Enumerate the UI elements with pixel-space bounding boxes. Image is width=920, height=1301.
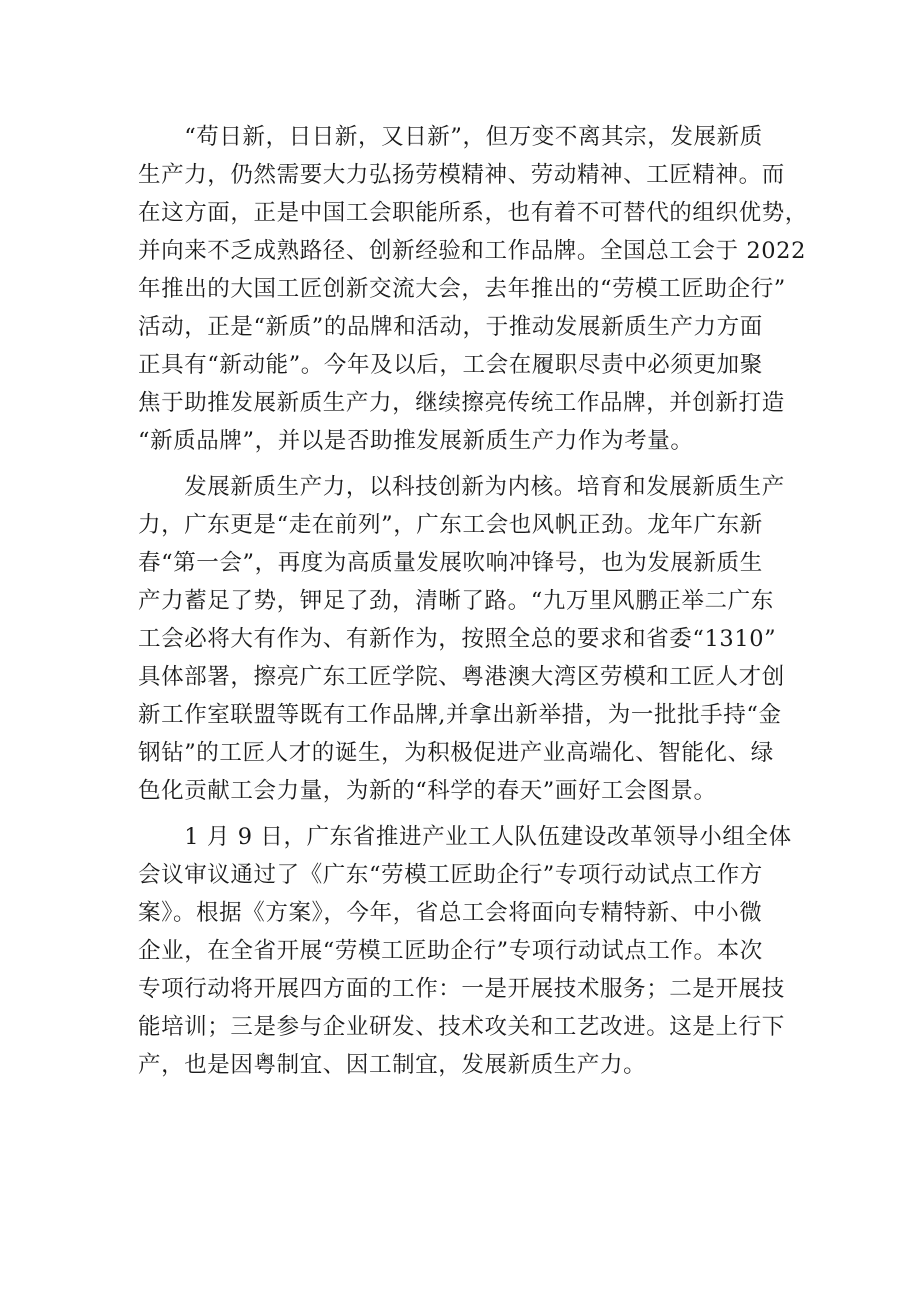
- text-line: “新质品牌”，并以是否助推发展新质生产力作为考量。: [138, 428, 694, 454]
- text-line: 在这方面，正是中国工会职能所系，也有着不可替代的组织优势，: [138, 200, 808, 226]
- text-line: 并向来不乏成熟路径、创新经验和工作品牌。全国总工会于 2022: [138, 238, 807, 264]
- text-line: 1 月 9 日，广东省推进产业工人队伍建设改革领导小组全体: [138, 824, 792, 850]
- text-line: 正具有“新动能”。今年及以后，工会在履职尽责中必须更加聚: [138, 352, 763, 378]
- paragraph-spacer: [138, 810, 802, 818]
- text-line: 会议审议通过了《广东“劳模工匠助企行”专项行动试点工作方: [138, 862, 763, 888]
- text-line: 新工作室联盟等既有工作品牌,并拿出新举措，为一批批手持“金: [138, 702, 782, 728]
- text-line: 生产力，仍然需要大力弘扬劳模精神、劳动精神、工匠精神。而: [138, 162, 785, 188]
- paragraph-1: [138, 118, 808, 460]
- paragraph-spacer: [138, 460, 802, 468]
- text-line: “苟日新，日日新，又日新”，但万变不离其宗，发展新质: [138, 124, 763, 150]
- text-line: 力，广东更是“走在前列”，广东工会也风帆正劲。龙年广东新: [138, 512, 763, 538]
- text-line: 工会必将大有作为、有新作为，按照全总的要求和省委“1310”: [138, 626, 777, 652]
- paragraph-2: [138, 468, 802, 810]
- text-line: 专项行动将开展四方面的工作：一是开展技术服务；二是开展技: [138, 976, 785, 1002]
- text-line: 活动，正是“新质”的品牌和活动，于推动发展新质生产力方面: [138, 314, 763, 340]
- text-line: 年推出的大国工匠创新交流大会，去年推出的“劳模工匠助企行”: [138, 276, 786, 302]
- text-line: 春“第一会”，再度为高质量发展吹响冲锋号，也为发展新质生: [138, 550, 763, 576]
- text-line: 具体部署，擦亮广东工匠学院、粤港澳大湾区劳模和工匠人才创: [138, 664, 785, 690]
- text-line: 企业，在全省开展“劳模工匠助企行”专项行动试点工作。本次: [138, 938, 763, 964]
- text-line: 产，也是因粤制宜、因工制宜，发展新质生产力。: [138, 1052, 647, 1078]
- text-line: 焦于助推发展新质生产力，继续擦亮传统工作品牌，并创新打造: [138, 390, 785, 416]
- text-line: 发展新质生产力，以科技创新为内核。培育和发展新质生产: [138, 474, 785, 500]
- paragraph-3: [138, 818, 802, 1084]
- text-line: 色化贡献工会力量，为新的“科学的春天”画好工会图景。: [138, 778, 717, 804]
- document-body: [138, 118, 808, 1084]
- text-line: 产力蓄足了势，钾足了劲，清晰了路。“九万里风鹏正举二广东: [138, 588, 774, 614]
- text-line: 钢钻”的工匠人才的诞生，为积极促进产业高端化、智能化、绿: [138, 740, 774, 766]
- text-line: 能培训；三是参与企业研发、技术攻关和工艺改进。这是上行下: [138, 1014, 785, 1040]
- text-line: 案》。根据《方案》，今年，省总工会将面向专精特新、中小微: [138, 900, 763, 926]
